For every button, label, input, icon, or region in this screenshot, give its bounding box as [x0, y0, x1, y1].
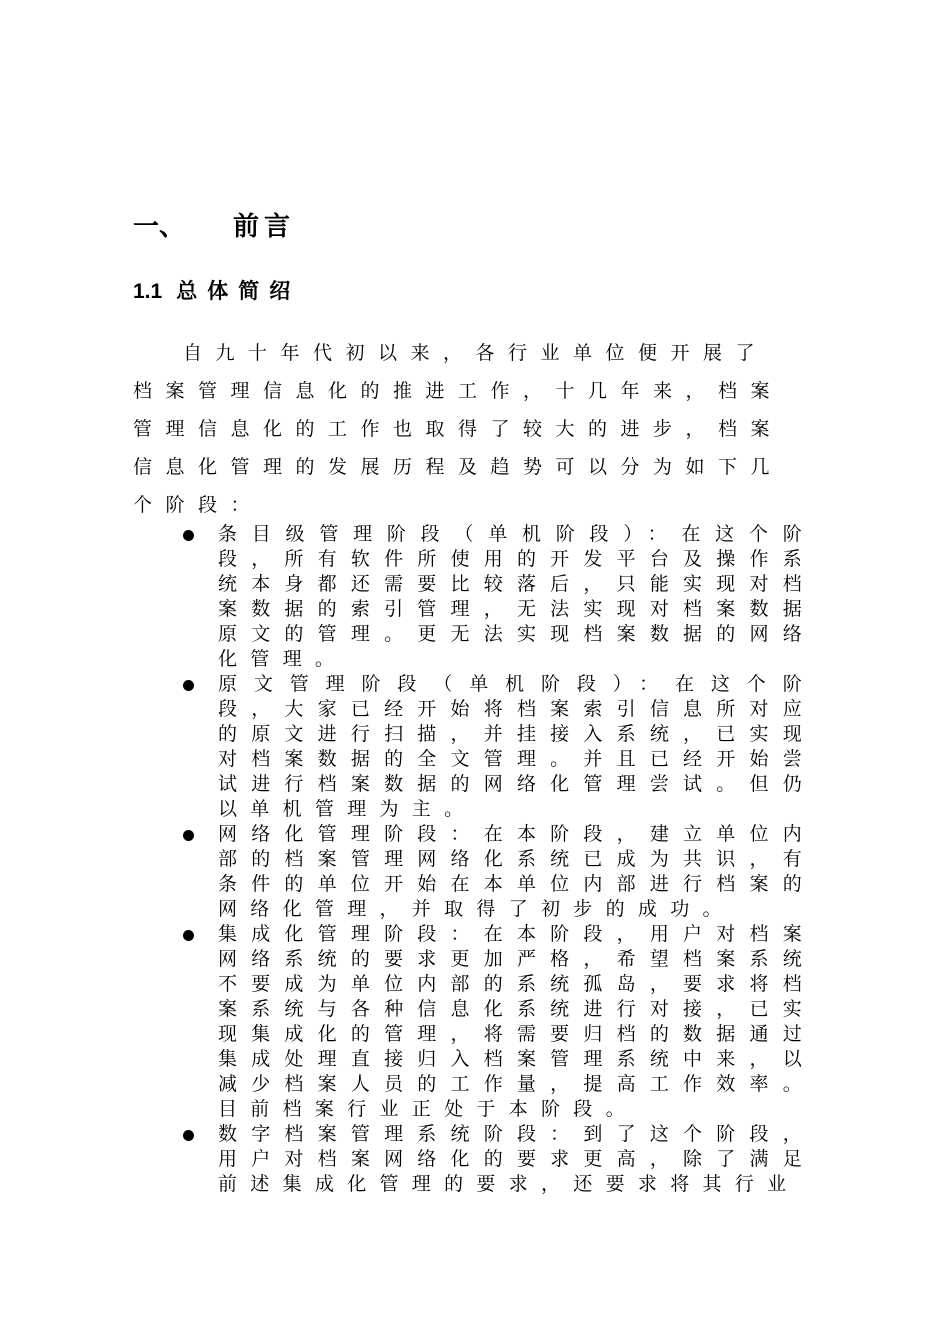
bullet-icon [183, 830, 194, 841]
bullet-icon [183, 1130, 194, 1141]
list-item [218, 1122, 815, 1197]
section-heading [133, 273, 300, 310]
chapter-heading [133, 207, 295, 247]
list-item [218, 922, 815, 1122]
stage-text: 网络化管理阶段：在本阶段，建立单位内部的档案管理网络化系统已成为共识，有条件的单位开始在本单位内部进行档案的网络化管理，并取得了初步的成功。 [218, 823, 815, 920]
stage-text: 集成化管理阶段：在本阶段，用户对档案网络系统的要求更加严格，希望档案系统不要成为单位内部的系统孤岛，要求将档案系统与各种信息化系统进行对接，已实现集成化的管理，将需要归档的数据通过集成处理直接归入档案管理系统中来，以减少档案人员的工作量，提高工作效率。目前档案行业正处于本阶段。 [218, 923, 815, 1120]
section-title: 总体简绍 [176, 279, 301, 303]
list-item [218, 522, 815, 672]
bullet-icon [183, 530, 194, 541]
list-item [218, 822, 815, 922]
bullet-icon [183, 680, 194, 691]
stage-text: 数字档案管理系统阶段：到了这个阶段，用户对档案网络化的要求更高，除了满足前述集成化管理的要求，还要求将其行业 [218, 1123, 815, 1195]
stage-text: 原文管理阶段（单机阶段）：在这个阶段，大家已经开始将档案索引信息所对应的原文进行扫描，并挂接入系统，已实现对档案数据的全文管理。并且已经开始尝试进行档案数据的网络化管理尝试。但仍以单机管理为主。 [218, 673, 815, 820]
intro-paragraph: 自九十年代初以来，各行业单位便开展了档案管理信息化的推进工作，十几年来，档案管理信息化的工作也取得了较大的进步，档案信息化管理的发展历程及趋势可以分为如下几个阶段： [133, 342, 784, 516]
section-number: 1.1 [133, 280, 163, 303]
chapter-number: 一、 [133, 212, 186, 242]
stage-text: 条目级管理阶段（单机阶段）：在这个阶段，所有软件所使用的开发平台及操作系统本身都还需要比较落后，只能实现对档案数据的索引管理，无法实现对档案数据原文的管理。更无法实现档案数据的网络化管理。 [218, 523, 815, 670]
stage-list [218, 522, 815, 1197]
list-item [218, 672, 815, 822]
chapter-title: 前言 [233, 212, 296, 242]
bullet-icon [183, 930, 194, 941]
